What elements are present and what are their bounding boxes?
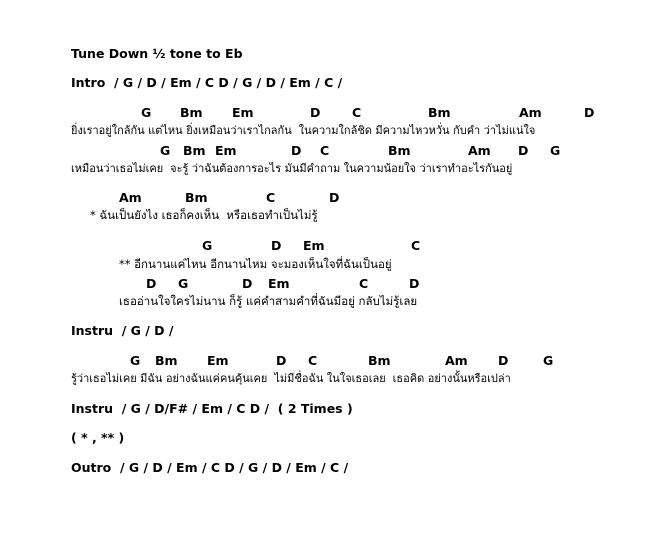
verse1-lyric-line-2: เหมือนว่าเธอไม่เคย จะรู้ ว่าฉันต้องการอะไร มันมีคำถาม ในความน้อยใจ ว่าเราทำอะไรกันอยู่	[71, 162, 513, 175]
chorus-lyric-line-1: ** อีกนานแค่ไหน อีกนานไหม จะมองเห็นใจที่ฉันเป็นอยู่	[119, 257, 392, 271]
chord: C	[266, 190, 276, 205]
intro-progression: Intro / G / D / Em / C D / G / D / Em / C /	[71, 75, 343, 90]
chord: D	[276, 353, 287, 368]
chord: G	[141, 105, 152, 120]
chord: D	[271, 238, 282, 253]
chord: D	[310, 105, 321, 120]
chord: C	[411, 238, 421, 253]
chord: Em	[215, 143, 237, 158]
chord: D	[584, 105, 595, 120]
chord: Em	[268, 276, 290, 291]
chord: Bm	[388, 143, 411, 158]
chord: Em	[303, 238, 325, 253]
chord: C	[320, 143, 330, 158]
hook-lyric-line: * ฉันเป็นยังไง เธอก็คงเห็น หรือเธอทำเป็นไม่รู้	[90, 208, 318, 222]
outro-progression: Outro / G / D / Em / C D / G / D / Em / C /	[71, 460, 349, 475]
chord: D	[409, 276, 420, 291]
chord: D	[242, 276, 253, 291]
chord: G	[160, 143, 171, 158]
chord: D	[518, 143, 529, 158]
chord: C	[352, 105, 362, 120]
instrumental-progression-1: Instru / G / D /	[71, 323, 174, 338]
chord: Em	[207, 353, 229, 368]
chord: G	[550, 143, 561, 158]
chord: C	[308, 353, 318, 368]
chord: Bm	[180, 105, 203, 120]
chord: Bm	[155, 353, 178, 368]
repeat-marker: ( * , ** )	[71, 430, 125, 445]
chorus-lyric-line-2: เธออ่านใจใครไม่นาน ก็รู้ แค่คำสามคำที่ฉันมีอยู่ กลับไม่รู้เลย	[119, 294, 418, 308]
chord: D	[329, 190, 340, 205]
chord: C	[359, 276, 369, 291]
chord: D	[498, 353, 509, 368]
instrumental-progression-2: Instru / G / D/F# / Em / C D / ( 2 Times )	[71, 401, 353, 416]
chord: D	[291, 143, 302, 158]
chord: Bm	[185, 190, 208, 205]
chord: G	[543, 353, 554, 368]
chord: Am	[119, 190, 142, 205]
verse2-lyric-line: รู้ว่าเธอไม่เคย มีฉัน อย่างฉันแค่คนคุ้นเคย ไม่มีชื่อฉัน ในใจเธอเลย เธอคิด อย่างนั้นหรือเปล่า	[71, 372, 511, 385]
chord: Bm	[183, 143, 206, 158]
chord: G	[202, 238, 213, 253]
tuning-note: Tune Down ½ tone to Eb	[71, 46, 243, 61]
chord: G	[130, 353, 141, 368]
chord: D	[146, 276, 157, 291]
verse1-lyric-line-1: ยิ่งเราอยู่ใกล้กัน แต่ไหน ยิ่งเหมือนว่าเราไกลกัน ในความใกล้ชิด มีความไหวหวั่น กับคำ ว่าไม่แน่ใจ	[71, 124, 536, 137]
chord: Em	[232, 105, 254, 120]
chord: Bm	[368, 353, 391, 368]
chord: Am	[445, 353, 468, 368]
chord: Am	[468, 143, 491, 158]
chord: Am	[519, 105, 542, 120]
chord: G	[178, 276, 189, 291]
chord: Bm	[428, 105, 451, 120]
